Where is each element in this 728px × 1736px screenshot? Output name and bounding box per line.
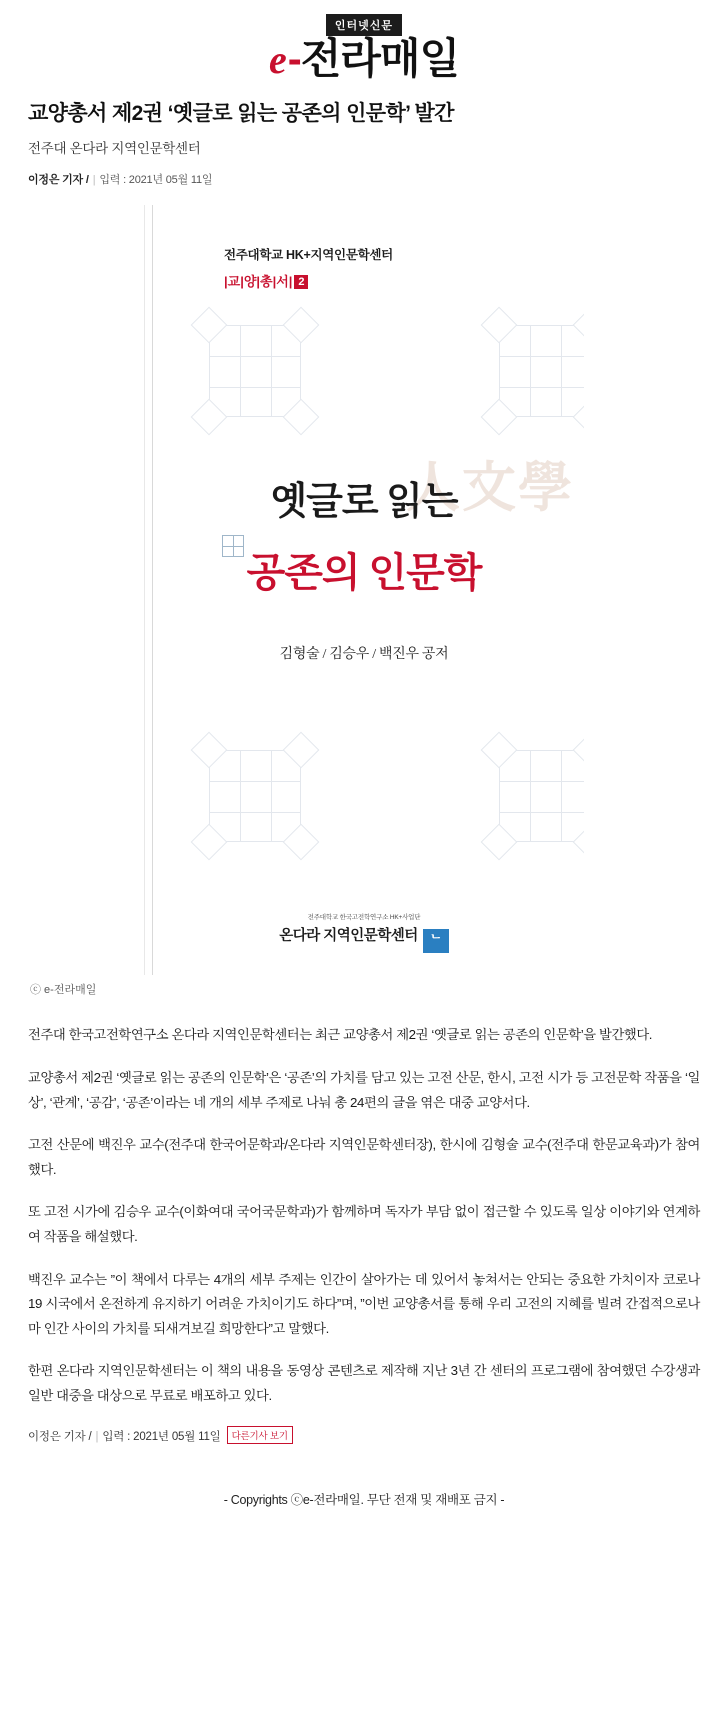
cover-publisher-block (224, 245, 393, 290)
article-paragraph: 백진우 교수는 ”이 책에서 다루는 4개의 세부 주제는 인간이 살아가는 데 있어서 놓쳐서는 안되는 중요한 가치이자 코로나19 시국에서 온전하게 유지하기 어려운 가치이기도 하다”며, ”이번 교양총서를 통해 우리 고전의 지혜를 빌려 간접적으로나마 인간 사이의 가치를 되새겨보길 희망한다”고 말했다. (28, 1271, 700, 1336)
cover-title-block (144, 470, 584, 598)
masthead-badge: 인터넷신문 (326, 14, 402, 36)
footer-byline-date: 입력 : 2021년 05월 11일 (102, 1431, 221, 1444)
copyright-notice: - Copyrights ⓒe-전라매일. 무단 전재 및 재배포 금지 - (223, 1493, 505, 1508)
article-body (0, 1023, 728, 1508)
article-paragraph: 또 고전 시가에 김승우 교수(이화여대 국어국문학과)가 함께하며 독자가 부담 없이 접근할 수 있도록 일상 이야기와 연계하여 작품을 해설했다. (28, 1204, 700, 1244)
cover-footer-block (144, 912, 584, 953)
article-subhead: 전주대 온다라 지역인문학센터 (28, 141, 201, 157)
article-paragraph: 교양총서 제2권 ‘옛글로 읽는 공존의 인문학’은 ‘공존’의 가치를 담고 있는 고전 산문, 한시, 고전 시가 등 고전문학 작품을 ‘일상’, ‘관계’, ‘공감’, ‘공존’이라는 네 개의 세부 주제로 나눠 총 24편의 글을 엮은 대중 교양서다. (28, 1069, 700, 1110)
ornament-octagon-icon (499, 325, 584, 417)
masthead-logo[interactable] (269, 14, 459, 80)
ornament-octagon-icon (209, 750, 301, 842)
center-logo-icon: ᄂ (423, 929, 449, 953)
article-paragraph: 전주대 한국고전학연구소 온다라 지역인문학센터는 최근 교양총서 제2권 ‘옛글로 읽는 공존의 인문학’을 발간했다. (28, 1027, 653, 1043)
byline (28, 171, 700, 195)
footer-byline (28, 1426, 700, 1444)
cover-authors: 김형술 / 김승우 / 백진우 공저 (279, 647, 449, 663)
footer-byline-reporter: 이정은 기자 / (28, 1431, 92, 1444)
masthead-letter-e: e (268, 37, 286, 82)
article-header (0, 100, 728, 195)
cover-hanja-watermark: 人文學 (406, 458, 574, 519)
byline-date: 입력 : 2021년 05월 11일 (99, 174, 213, 187)
masthead-dash: - (287, 35, 301, 82)
article-paragraph: 고전 산문에 백진우 교수(전주대 한국어문학과/온다라 지역인문학센터장), 한시에 김형술 교수(전주대 한문교육과)가 참여했다. (28, 1137, 700, 1177)
masthead-name: 전라매일 (300, 35, 460, 82)
cover-footer-institute: 전주대학교 한국고전학연구소 HK+사업단 (307, 914, 421, 922)
byline-reporter: 이정은 기자 / (28, 174, 89, 187)
cover-footer-center-name: 온다라 지역인문학센터 (279, 928, 418, 945)
footer-byline-separator: | (95, 1431, 99, 1444)
cover-series (224, 271, 393, 290)
cover-footer-row (144, 921, 584, 953)
byline-separator: | (92, 174, 96, 187)
cover-publisher: 전주대학교 HK+지역인문학센터 (224, 248, 393, 263)
book-cover-image (144, 205, 584, 975)
more-articles-button[interactable]: 다른기사 보기 (227, 1426, 293, 1444)
figure-caption: ⓒ e-전라매일 (30, 984, 97, 997)
ornament-octagon-icon (499, 750, 584, 842)
site-masthead (0, 0, 728, 86)
page-title: 교양총서 제2권 ‘옛글로 읽는 공존의 인문학’ 발간 (28, 102, 454, 125)
cover-series-label: |교|양|총|서| (224, 274, 293, 290)
cover-title-line1: 옛글로 읽는 (270, 481, 458, 524)
cover-series-volume: 2 (294, 275, 308, 289)
cover-title-line2: 공존의 인문학 (246, 550, 482, 596)
ornament-octagon-icon (209, 325, 301, 417)
article-figure (0, 205, 728, 997)
masthead-title (268, 35, 460, 82)
article-paragraph: 한편 온다라 지역인문학센터는 이 책의 내용을 동영상 콘텐츠로 제작해 지난 3년 간 센터의 프로그램에 참여했던 수강생과 일반 대중을 대상으로 무료로 배포하고 있다. (28, 1363, 700, 1403)
